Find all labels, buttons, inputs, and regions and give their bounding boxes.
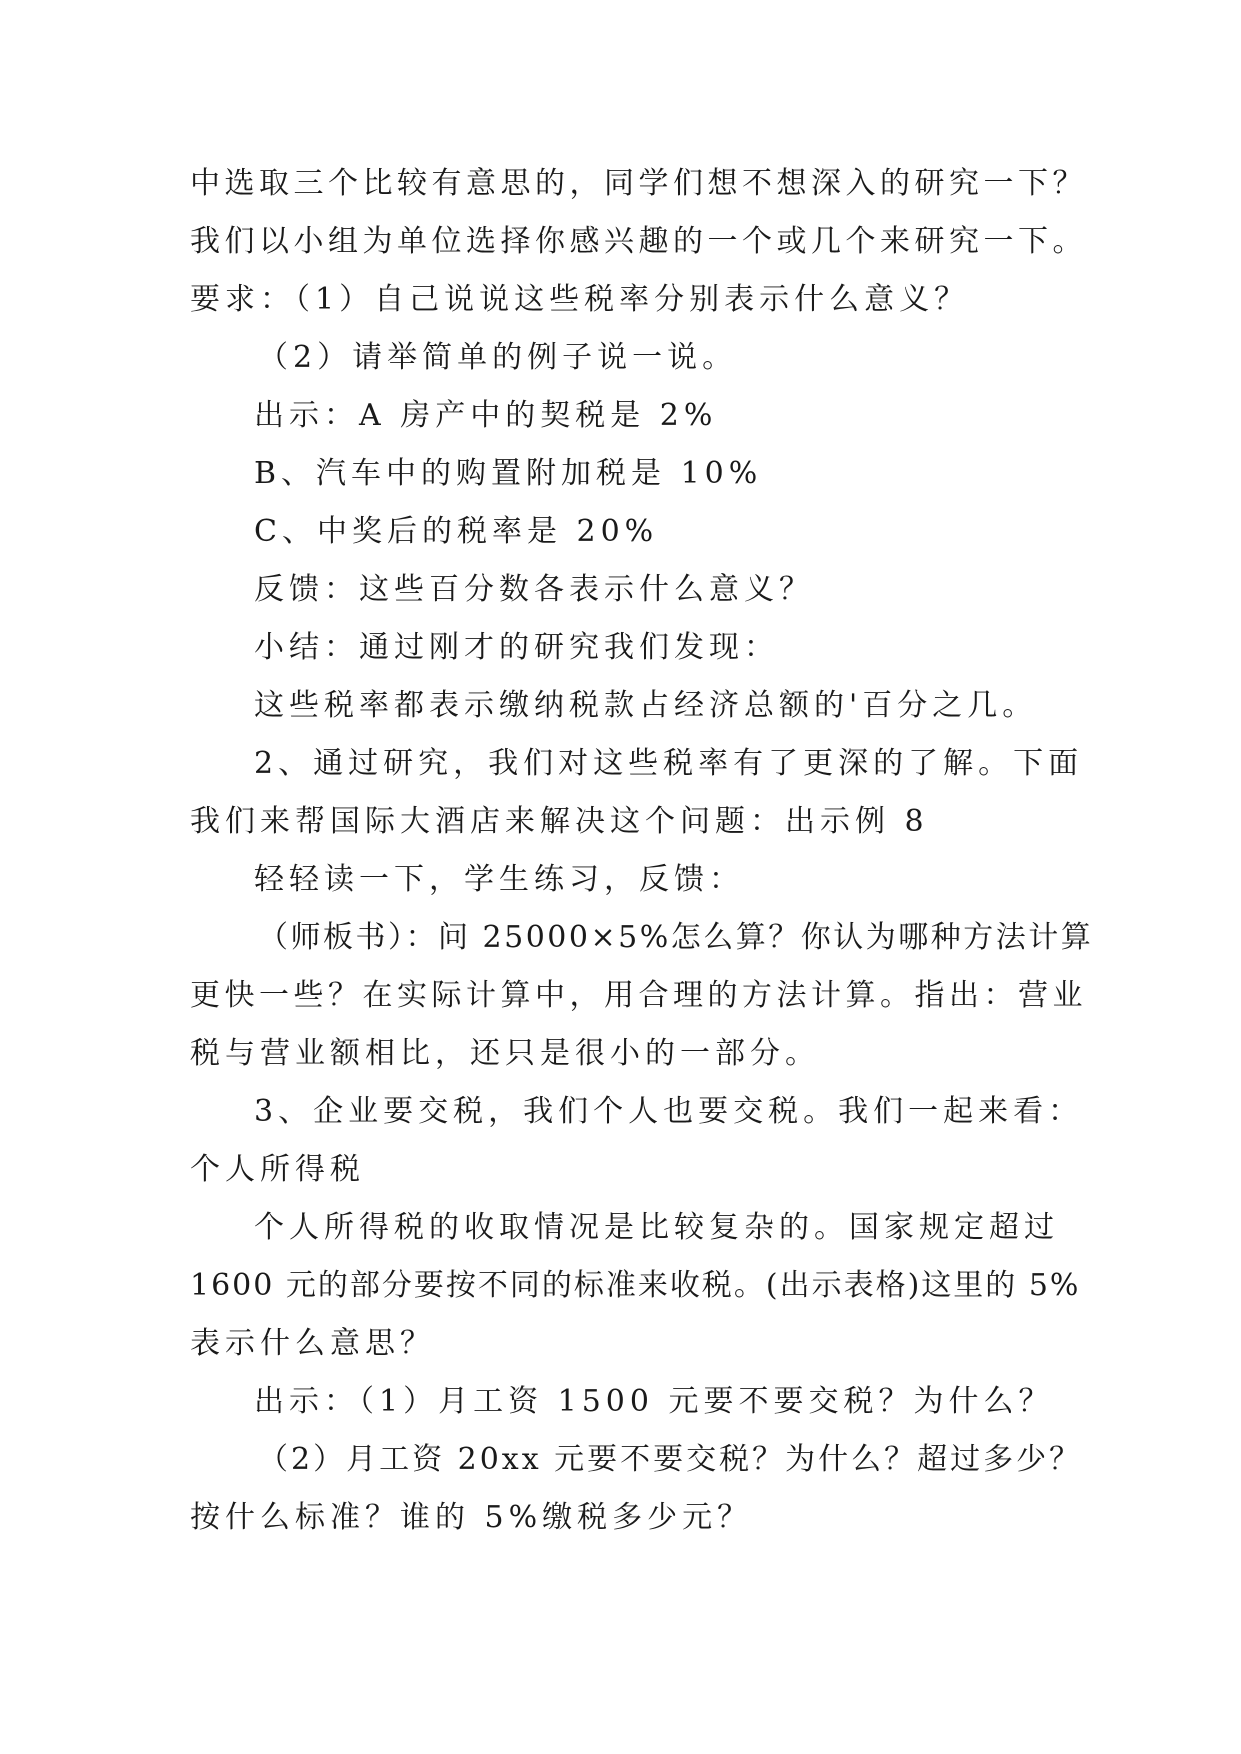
text-line: 中选取三个比较有意思的，同学们想不想深入的研究一下？ (190, 166, 1087, 201)
text-line: 个人所得税的收取情况是比较复杂的。国家规定超过 (254, 1210, 1059, 1245)
text-line: 表示什么意思？ (190, 1326, 435, 1361)
text-line: 我们以小组为单位选择你感兴趣的一个或几个来研究一下。 (190, 224, 1087, 259)
text-line: 这些税率都表示缴纳税款占经济总额的'百分之几。 (254, 688, 1038, 723)
text-line: C、中奖后的税率是 20% (254, 514, 659, 549)
text-line: B、汽车中的购置附加税是 10% (254, 456, 763, 491)
text-line: 出示：（1）月工资 1500 元要不要交税？为什么？ (254, 1384, 1054, 1419)
text-line: 反馈：这些百分数各表示什么意义？ (254, 572, 814, 607)
text-line: 3、企业要交税，我们个人也要交税。我们一起来看： (254, 1094, 1084, 1129)
text-line: 个人所得税 (190, 1152, 365, 1187)
text-line: 按什么标准？谁的 5%缴税多少元？ (190, 1500, 753, 1535)
text-line: （2）月工资 20xx 元要不要交税？为什么？超过多少？ (258, 1442, 1083, 1477)
text-line: 2、通过研究，我们对这些税率有了更深的了解。下面 (254, 746, 1084, 781)
text-line: 1600 元的部分要按不同的标准来收税。(出示表格)这里的 5% (190, 1268, 1081, 1303)
text-line: （师板书）：问 25000×5%怎么算？你认为哪种方法计算 (258, 920, 1094, 955)
text-line: 我们来帮国际大酒店来解决这个问题：出示例 8 (190, 804, 929, 839)
text-line: 更快一些？在实际计算中，用合理的方法计算。指出：营业 (190, 978, 1087, 1013)
text-line: 税与营业额相比，还只是很小的一部分。 (190, 1036, 820, 1071)
text-line: 轻轻读一下，学生练习，反馈： (254, 862, 744, 897)
text-line: （2）请举简单的例子说一说。 (258, 340, 738, 375)
text-line: 出示：A 房产中的契税是 2% (254, 398, 718, 433)
text-line: 小结：通过刚才的研究我们发现： (254, 630, 779, 665)
text-line: 要求：（1）自己说说这些税率分别表示什么意义？ (190, 282, 970, 317)
